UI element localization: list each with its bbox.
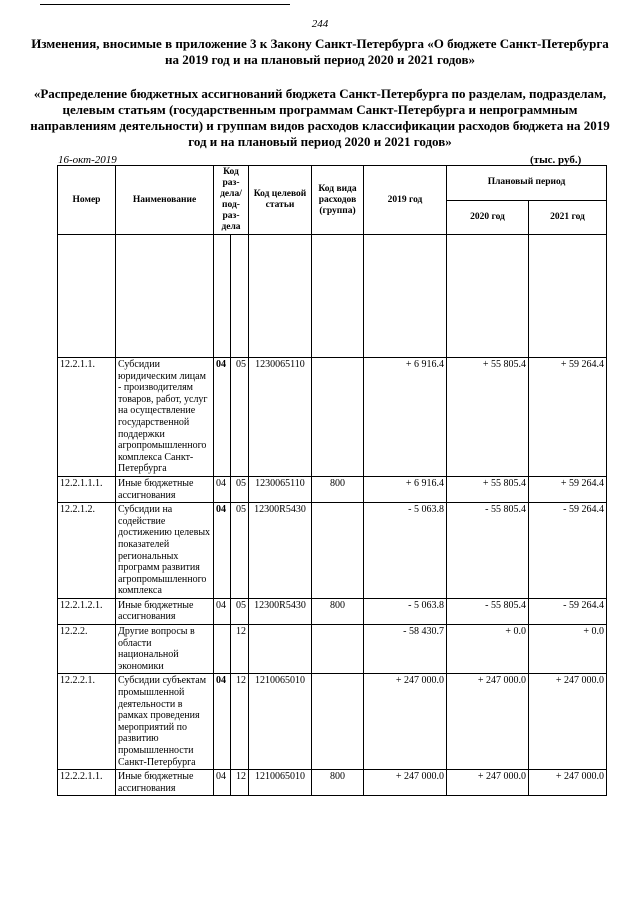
row-name: Иные бюджетные ассигнования [116, 598, 214, 624]
table-row [58, 625, 607, 674]
header-2019: 2019 год [364, 166, 447, 235]
row-name: Другие вопросы в области национальной экономики [116, 625, 214, 674]
top-rule [40, 4, 290, 5]
row-2019: + 6 916.4 [364, 476, 447, 502]
row-2020: + 247 000.0 [447, 674, 529, 770]
row-kind [312, 358, 364, 477]
row-number: 12.2.2. [58, 625, 116, 674]
row-target: 12300R5430 [249, 503, 312, 599]
row-name: Субсидии субъектам промышленной деятельности в рамках проведения мероприятий по развитию промышленности Санкт-Петербурга [116, 674, 214, 770]
header-section: Код раз-дела/ под-раз-дела [214, 166, 249, 235]
row-name: Иные бюджетные ассигнования [116, 770, 214, 796]
row-section: 04 [214, 674, 231, 770]
row-2019: + 6 916.4 [364, 358, 447, 477]
row-kind [312, 674, 364, 770]
row-2021: + 59 264.4 [529, 476, 607, 502]
header-target: Код целевой статьи [249, 166, 312, 235]
appendix-title: «Распределение бюджетных ассигнований бюджета Санкт-Петербурга по разделам, подразделам, целевым статьям (государственным программам Санкт-Петербурга и непрограммным направлениям деятельности) и группам видов расходов классификации расходов бюджета на 2019 год и на плановый период 2020 и 2021 годов» [30, 86, 610, 149]
row-kind: 800 [312, 598, 364, 624]
table-row [58, 598, 607, 624]
row-2019: + 247 000.0 [364, 770, 447, 796]
header-name: Наименование [116, 166, 214, 235]
row-kind: 800 [312, 476, 364, 502]
row-subsection: 05 [231, 358, 249, 477]
row-2020: + 247 000.0 [447, 770, 529, 796]
table-row [58, 503, 607, 599]
blank-spacer-row [58, 235, 607, 358]
row-name: Иные бюджетные ассигнования [116, 476, 214, 502]
row-2020: + 55 805.4 [447, 476, 529, 502]
row-number: 12.2.1.2. [58, 503, 116, 599]
row-section: 04 [214, 476, 231, 502]
row-target: 1210065010 [249, 770, 312, 796]
header-kind: Код вида расходов (группа) [312, 166, 364, 235]
row-kind: 800 [312, 770, 364, 796]
row-section: 04 [214, 358, 231, 477]
row-2021: + 59 264.4 [529, 358, 607, 477]
row-2019: - 5 063.8 [364, 503, 447, 599]
row-number: 12.2.1.1.1. [58, 476, 116, 502]
row-2020: + 0.0 [447, 625, 529, 674]
header-2021: 2021 год [529, 200, 607, 235]
budget-table [57, 165, 607, 796]
units-label: (тыс. руб.) [530, 154, 582, 166]
row-2020: + 55 805.4 [447, 358, 529, 477]
row-2021: + 247 000.0 [529, 770, 607, 796]
row-number: 12.2.2.1. [58, 674, 116, 770]
row-2019: + 247 000.0 [364, 674, 447, 770]
row-2020: - 55 805.4 [447, 598, 529, 624]
table-row [58, 674, 607, 770]
table-row [58, 358, 607, 477]
row-subsection: 05 [231, 598, 249, 624]
row-2019: - 5 063.8 [364, 598, 447, 624]
row-subsection: 12 [231, 674, 249, 770]
row-subsection: 05 [231, 476, 249, 502]
header-2020: 2020 год [447, 200, 529, 235]
row-subsection: 05 [231, 503, 249, 599]
row-name: Субсидии на содействие достижению целевых показателей региональных программ развития агропромышленного комплекса [116, 503, 214, 599]
row-target: 1230065110 [249, 358, 312, 477]
row-number: 12.2.1.2.1. [58, 598, 116, 624]
document-date: 16-окт-2019 [58, 154, 117, 166]
row-target [249, 625, 312, 674]
document-heading: Изменения, вносимые в приложение 3 к Закону Санкт-Петербурга «О бюджете Санкт-Петербурга на 2019 год и на плановый период 2020 и 2021 годов» [31, 36, 609, 67]
row-subsection: 12 [231, 625, 249, 674]
row-target: 1210065010 [249, 674, 312, 770]
row-2021: + 0.0 [529, 625, 607, 674]
page-number: 244 [311, 18, 329, 30]
row-section: 04 [214, 503, 231, 599]
row-2021: - 59 264.4 [529, 598, 607, 624]
row-kind [312, 625, 364, 674]
row-section: 04 [214, 598, 231, 624]
row-section: 04 [214, 770, 231, 796]
row-number: 12.2.2.1.1. [58, 770, 116, 796]
row-kind [312, 503, 364, 599]
row-target: 1230065110 [249, 476, 312, 502]
header-number: Номер [58, 166, 116, 235]
row-2021: - 59 264.4 [529, 503, 607, 599]
row-name: Субсидии юридическим лицам - производителям товаров, работ, услуг на осуществление государственной поддержки агропромышленного комплекса Санкт-Петербурга [116, 358, 214, 477]
row-2019: - 58 430.7 [364, 625, 447, 674]
row-number: 12.2.1.1. [58, 358, 116, 477]
table-row [58, 476, 607, 502]
header-planned: Плановый период [447, 166, 607, 201]
row-subsection: 12 [231, 770, 249, 796]
row-2020: - 55 805.4 [447, 503, 529, 599]
row-2021: + 247 000.0 [529, 674, 607, 770]
row-target: 12300R5430 [249, 598, 312, 624]
table-row [58, 770, 607, 796]
row-section [214, 625, 231, 674]
